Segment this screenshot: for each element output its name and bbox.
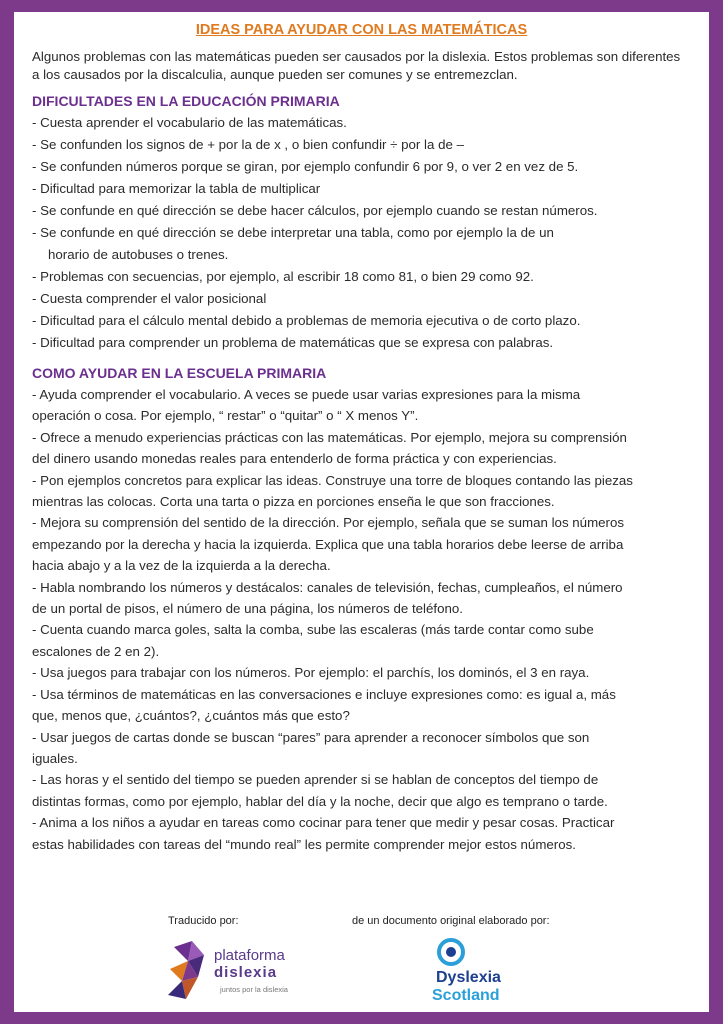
text-line: - Pon ejemplos concretos para explicar las ideas. Construye una torre de bloques contando las piezas	[32, 472, 633, 488]
document-title: IDEAS PARA AYUDAR CON LAS MATEMÁTICAS	[195, 22, 528, 38]
plataforma-dislexia-logo	[164, 939, 324, 1001]
list-item: - Dificultad para memorizar la tabla de multiplicar	[32, 181, 321, 196]
continuation-text: horario de autobuses o trenes.	[48, 247, 229, 262]
intro-paragraph: Algunos problemas con las matemáticas pueden ser causados por la dislexia. Estos problemas son diferentes a los causados por la discalculia, aunque pueden ser comunes y se entremezclan.	[32, 49, 681, 82]
logo-text-plataforma: plataforma	[214, 947, 285, 964]
list-item: - Se confunde en qué dirección se debe hacer cálculos, por ejemplo cuando se restan números.	[32, 203, 598, 218]
section-difficulties	[32, 92, 691, 354]
text-line: del dinero usando monedas reales para entenderlo de forma práctica y con experiencias.	[32, 451, 557, 467]
text-line: - Cuenta cuando marca goles, salta la comba, sube las escaleras (más tarde contar como sube	[32, 622, 594, 638]
list-item-continuation	[32, 244, 691, 266]
text-line: empezando por la derecha y hacia la izquierda. Explica que una tabla horarios debe leerse de arriba	[32, 536, 624, 552]
text-line: - Ayuda comprender el vocabulario. A veces se puede usar varias expresiones para la misma	[32, 387, 581, 402]
logo-text-dislexia: dislexia	[214, 964, 278, 981]
text-line: hacia abajo y a la vez de la izquierda a la derecha.	[32, 558, 331, 574]
translated-by-label: Traducido por:	[168, 915, 239, 927]
text-line: operación o cosa. Por ejemplo, “ restar” o “quitar” o “ X menos Y”.	[32, 408, 419, 424]
text-line: que, menos que, ¿cuántos?, ¿cuántos más que esto?	[32, 708, 350, 724]
list-item: - Se confunde en qué dirección se debe interpretar una tabla, como por ejemplo la de un	[32, 225, 554, 240]
text-line: - Las horas y el sentido del tiempo se pueden aprender si se hablan de conceptos del tiempo de	[32, 772, 599, 788]
text-line: - Habla nombrando los números y destácalos: canales de televisión, fechas, cumpleaños, el número	[32, 579, 623, 595]
plataforma-dislexia-logo-icon	[164, 939, 212, 1001]
document-page	[14, 12, 709, 1012]
section-heading-difficulties: DIFICULTADES EN LA EDUCACIÓN PRIMARIA	[32, 93, 340, 109]
section-how-to-help	[32, 364, 691, 855]
list-item: - Se confunden números porque se giran, por ejemplo confundir 6 por 9, o ver 2 en vez de 5.	[32, 159, 579, 174]
logo-text-dyslexia: Dyslexia	[436, 969, 501, 986]
text-line: - Usa términos de matemáticas en las conversaciones e incluye expresiones como: es igual a, más	[32, 686, 616, 702]
dyslexia-scotland-logo	[414, 937, 534, 1009]
text-line: de un portal de pisos, el número de una página, los números de teléfono.	[32, 601, 463, 617]
text-line: - Usa juegos para trabajar con los números. Por ejemplo: el parchís, los dominós, el 3 en raya.	[32, 665, 590, 681]
text-line: estas habilidades con tareas del “mundo real” les permite comprender mejor estos números.	[32, 836, 576, 852]
list-item: - Cuesta comprender el valor posicional	[32, 291, 267, 306]
original-by-label: de un documento original elaborado por:	[352, 915, 550, 927]
difficulties-list	[32, 112, 691, 354]
dyslexia-scotland-logo-icon	[436, 937, 466, 967]
text-line: - Anima a los niños a ayudar en tareas como cocinar para tener que medir y pesar cosas. Practicar	[32, 815, 615, 831]
list-item: - Se confunden los signos de + por la de x , o bien confundir ÷ por la de –	[32, 137, 464, 152]
tips-list	[32, 384, 691, 855]
section-heading-how-to-help: COMO AYUDAR EN LA ESCUELA PRIMARIA	[32, 365, 327, 381]
text-line: mientras las colocas. Corta una tarta o pizza en porciones enseña le que son fracciones.	[32, 494, 555, 510]
list-item: - Dificultad para comprender un problema de matemáticas que se expresa con palabras.	[32, 335, 554, 350]
text-line: - Mejora su comprensión del sentido de la dirección. Por ejemplo, señala que se suman los números	[32, 515, 625, 531]
text-line: - Ofrece a menudo experiencias prácticas con las matemáticas. Por ejemplo, mejora su comprensión	[32, 429, 627, 445]
logo-tagline: juntos por la dislexia	[220, 985, 288, 994]
list-item: - Cuesta aprender el vocabulario de las matemáticas.	[32, 115, 347, 130]
list-item: - Problemas con secuencias, por ejemplo, al escribir 18 como 81, o bien 29 como 92.	[32, 269, 534, 284]
text-line: iguales.	[32, 750, 78, 766]
text-line: distintas formas, como por ejemplo, hablar del día y la noche, decir que algo es temprano o tarde.	[32, 793, 608, 809]
list-item: - Dificultad para el cálculo mental debido a problemas de memoria ejecutiva o de corto plazo.	[32, 313, 581, 328]
text-line: - Usar juegos de cartas donde se buscan “pares” para aprender a reconocer símbolos que son	[32, 729, 590, 745]
logo-text-scotland: Scotland	[432, 987, 500, 1004]
text-line: escalones de 2 en 2).	[32, 643, 160, 659]
